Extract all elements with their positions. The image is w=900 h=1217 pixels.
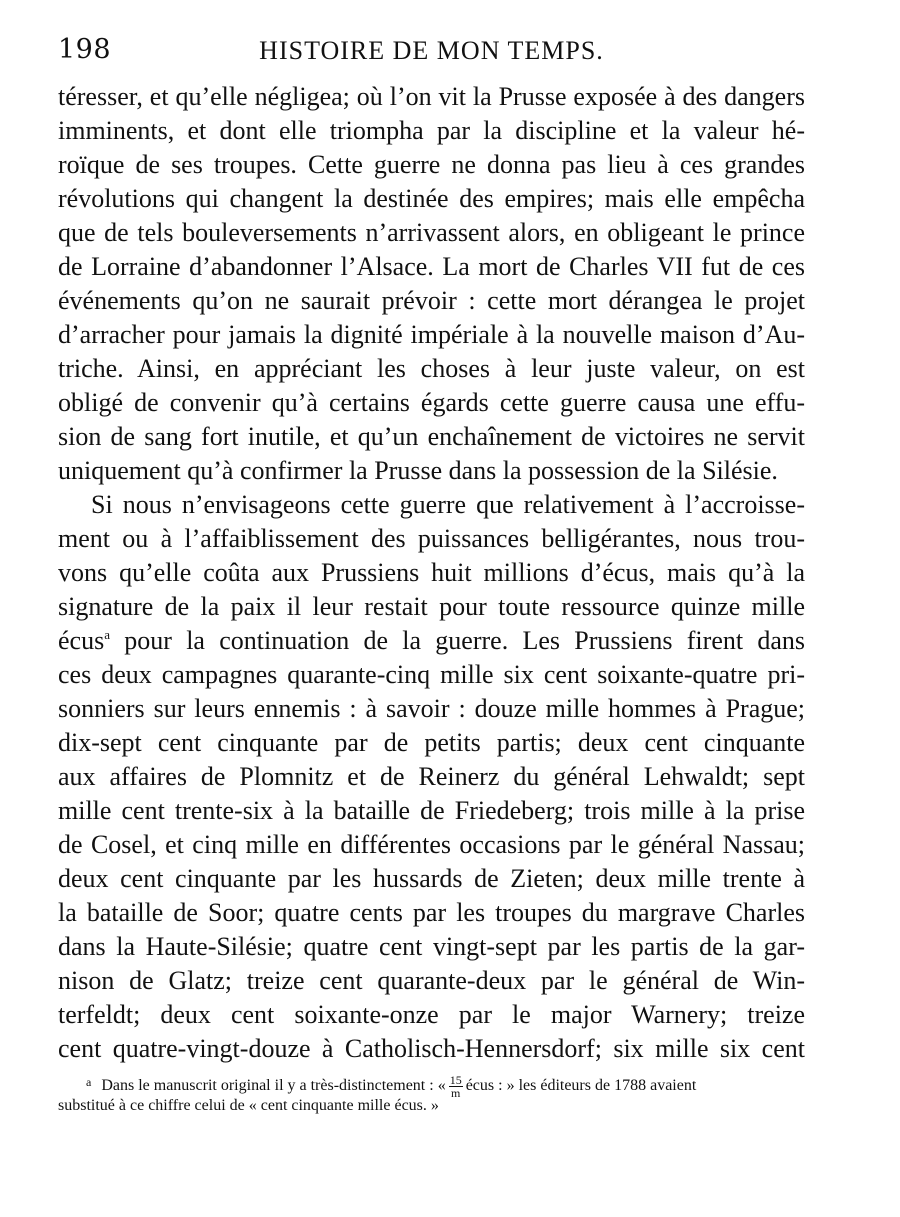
footnote-line: substitué à ce chiffre celui de « cent cinquante mille écus. » xyxy=(58,1097,439,1114)
text-line: imminents, et dont elle triompha par la discipline et la valeur hé- xyxy=(58,116,805,145)
footnote-marker: a xyxy=(86,1075,92,1089)
text-line: mille cent trente-six à la bataille de Friedeberg; trois mille à la prise xyxy=(58,796,805,825)
running-head xyxy=(58,30,805,70)
text-line: triche. Ainsi, en appréciant les choses à leur juste valeur, on est xyxy=(58,354,805,383)
text-line: cent quatre-vingt-douze à Catholisch-Hennersdorf; six mille six cent xyxy=(58,1034,805,1063)
footnote-text-after: écus : » les éditeurs de 1788 avaient xyxy=(465,1077,697,1094)
text-line: sion de sang fort inutile, et qu’un enchaînement de victoires ne servit xyxy=(58,422,805,451)
text-line: uniquement qu’à confirmer la Prusse dans la possession de la Silésie. xyxy=(58,456,778,485)
text-line: roïque de ses troupes. Cette guerre ne donna pas lieu à ces grandes xyxy=(58,150,805,179)
text-line: signature de la paix il leur restait pour toute ressource quinze mille xyxy=(58,592,805,621)
text-line-end: pour la continuation de la guerre. Les Prussiens firent dans xyxy=(124,626,806,655)
footnote-ref[interactable]: a xyxy=(104,627,110,642)
text-line: dix-sept cent cinquante par de petits partis; deux cent cinquante xyxy=(58,728,805,757)
text-line: nison de Glatz; treize cent quarante-deux par le général de Win- xyxy=(58,966,805,995)
text-line: ces deux campagnes quarante-cinq mille six cent soixante-quatre pri- xyxy=(58,660,805,689)
text-line: de Lorraine d’abandonner l’Alsace. La mort de Charles VII fut de ces xyxy=(58,252,805,281)
text-line: Si nous n’envisageons cette guerre que relativement à l’accroisse- xyxy=(91,490,805,519)
footnote xyxy=(58,1070,805,1118)
footnote-text-before: Dans le manuscrit original il y a très-distinctement : « xyxy=(101,1077,446,1094)
text-line: la bataille de Soor; quatre cents par les troupes du margrave Charles xyxy=(58,898,805,927)
footnote-line xyxy=(58,1070,805,1100)
text-line: révolutions qui changent la destinée des empires; mais elle empêcha xyxy=(58,184,805,213)
body-text xyxy=(58,80,805,1066)
text-line: aux affaires de Plomnitz et de Reinerz du général Lehwaldt; sept xyxy=(58,762,805,791)
text-line: d’arracher pour jamais la dignité impériale à la nouvelle maison d’Au- xyxy=(58,320,805,349)
text-line: terfeldt; deux cent soixante-onze par le major Warnery; treize xyxy=(58,1000,805,1029)
text-line: ment ou à l’affaiblissement des puissances belligérantes, nous trou- xyxy=(58,524,805,553)
text-line: événements qu’on ne saurait prévoir : cette mort dérangea le projet xyxy=(58,286,805,315)
text-line-start: écus xyxy=(58,626,105,655)
page-number: 198 xyxy=(58,34,112,65)
text-line: vons qu’elle coûta aux Prussiens huit millions d’écus, mais qu’à la xyxy=(58,558,805,587)
text-line: que de tels bouleversements n’arrivassent alors, en obligeant le prince xyxy=(58,218,805,247)
text-line-with-footnote-ref xyxy=(58,624,805,658)
running-title: HISTOIRE DE MON TEMPS. xyxy=(259,36,604,65)
fraction-numerator: 15 xyxy=(449,1072,462,1087)
text-line: de Cosel, et cinq mille en différentes occasions par le général Nassau; xyxy=(58,830,805,859)
text-line: téresser, et qu’elle négligea; où l’on vit la Prusse exposée à des dangers xyxy=(58,82,805,111)
text-line: dans la Haute-Silésie; quatre cent vingt-sept par les partis de la gar- xyxy=(58,932,805,961)
text-line: sonniers sur leurs ennemis : à savoir : douze mille hommes à Prague; xyxy=(58,694,805,723)
text-line: deux cent cinquante par les hussards de Zieten; deux mille trente à xyxy=(58,864,805,893)
text-line: obligé de convenir qu’à certains égards cette guerre causa une effu- xyxy=(58,388,805,417)
fraction-denominator: m xyxy=(451,1085,461,1100)
fraction xyxy=(449,1074,463,1099)
